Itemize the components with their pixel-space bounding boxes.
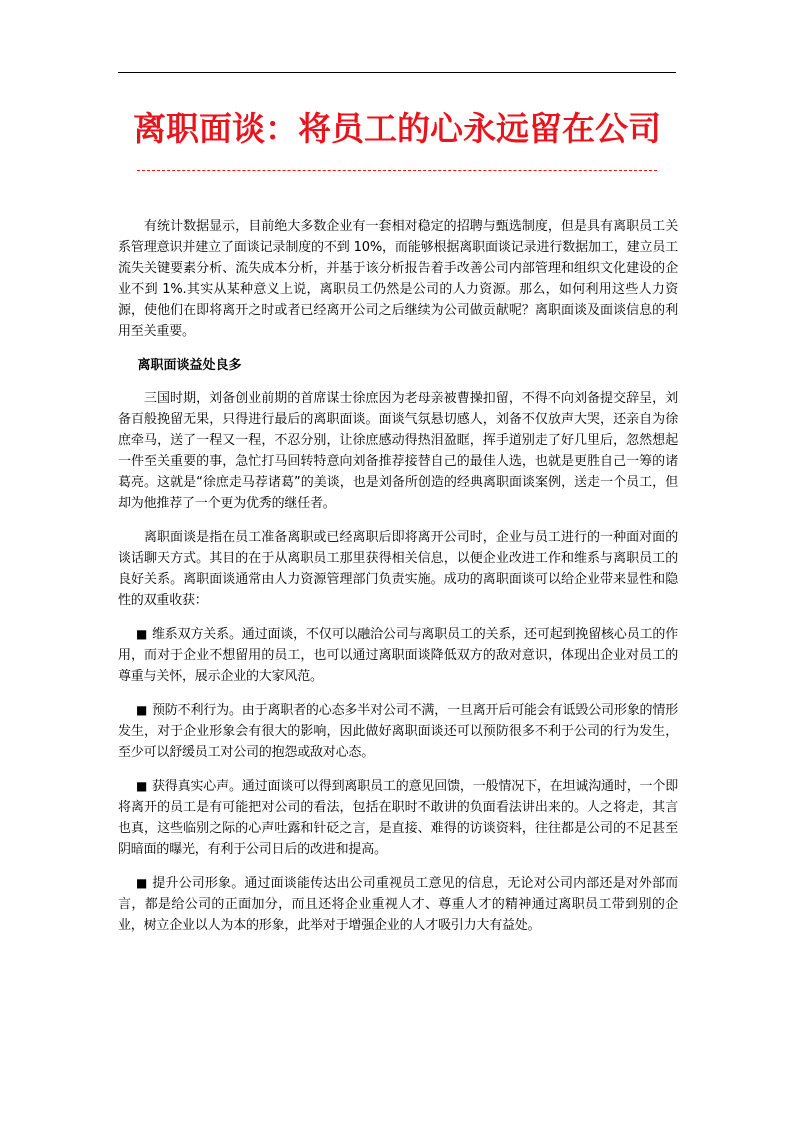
- bullet-square-icon: ■: [136, 779, 148, 793]
- document-body: [118, 216, 678, 949]
- bullet-text: 预防不利行为。由于离职者的心态多半对公司不满，一旦离开后可能会有诋毁公司形象的情形发生，对于企业形象会有很大的影响，因此做好离职面谈还可以预防很多不利于公司的行为发生，至少可以舒缓员工对公司的抱怨或敌对心态。: [118, 703, 678, 760]
- top-rule: [118, 72, 676, 73]
- intro-paragraph: 有统计数据显示，目前绝大多数企业有一套相对稳定的招聘与甄选制度，但是具有离职员工关系管理意识并建立了面谈记录制度的不到 10%，而能够根据离职面谈记录进行数据加工，建立员工流失关键要素分析、流失成本分析，并基于该分析报告着手改善公司内部管理和组织文化建设的企业不到 1%.其实从某种意义上说，离职员工仍然是公司的人力资源。那么，如何利用这些人力资源，使他们在即将离开之时或者已经离开公司之后继续为公司做贡献呢？离职面谈及面谈信息的利用至关重要。: [118, 219, 678, 339]
- bullet-item: [118, 700, 678, 763]
- bullet-square-icon: ■: [136, 703, 148, 717]
- bullet-square-icon: ■: [136, 627, 148, 641]
- bullet-item: [118, 624, 678, 687]
- story-paragraph: 三国时期，刘备创业前期的首席谋士徐庶因为老母亲被曹操扣留，不得不向刘备提交辞呈，刘备百般挽留无果，只得进行最后的离职面谈。面谈气氛悬切感人，刘备不仅放声大哭，还亲自为徐庶牵马，送了一程又一程，不忍分别，让徐庶感动得热泪盈眶，挥手道别走了好几里后，忽然想起一件至关重要的事，急忙打马回转特意向刘备推荐接替自己的最佳人选，也就是更胜自己一筹的诸葛亮。这就是“徐庶走马荐诸葛”的美谈，也是刘备所创造的经典离职面谈案例，送走一个员工，但却为他推荐了一个更为优秀的继任者。: [118, 391, 678, 511]
- bullet-square-icon: ■: [136, 876, 148, 890]
- bullet-text: 获得真实心声。通过面谈可以得到离职员工的意见回馈，一般情况下，在坦诚沟通时，一个即将离开的员工是有可能把对公司的看法，包括在职时不敢讲的负面看法讲出来的。人之将走，其言也真，这些临别之际的心声吐露和针砭之言，是直接、难得的访谈资料，往往都是公司的不足甚至阴暗面的曝光，有利于公司日后的改进和提高。: [118, 779, 678, 857]
- section-heading: 离职面谈益处良多: [137, 358, 242, 373]
- bullet-item: [118, 873, 678, 936]
- title-underline: [137, 170, 657, 171]
- definition-paragraph: 离职面谈是指在员工准备离职或已经离职后即将离开公司时，企业与员工进行的一种面对面的谈话聊天方式。其目的在于从离职员工那里获得相关信息，以便企业改进工作和维系与离职员工的良好关系。离职面谈通常由人力资源管理部门负责实施。成功的离职面谈可以给企业带来显性和隐性的双重收获：: [118, 530, 678, 608]
- bullet-item: [118, 776, 678, 860]
- bullet-text: 维系双方关系。通过面谈，不仅可以融洽公司与离职员工的关系，还可起到挽留核心员工的作用，而对于企业不想留用的员工，也可以通过离职面谈降低双方的敌对意识，体现出企业对员工的尊重与关怀，展示企业的大家风范。: [118, 627, 678, 684]
- bullet-text: 提升公司形象。通过面谈能传达出公司重视员工意见的信息，无论对公司内部还是对外部而言，都是给公司的正面加分，而且还将企业重视人才、尊重人才的精神通过离职员工带到别的企业，树立企业以人为本的形象，此举对于增强企业的人才吸引力大有益处。: [118, 876, 678, 933]
- document-title: 离职面谈：将员工的心永远留在公司: [133, 109, 661, 148]
